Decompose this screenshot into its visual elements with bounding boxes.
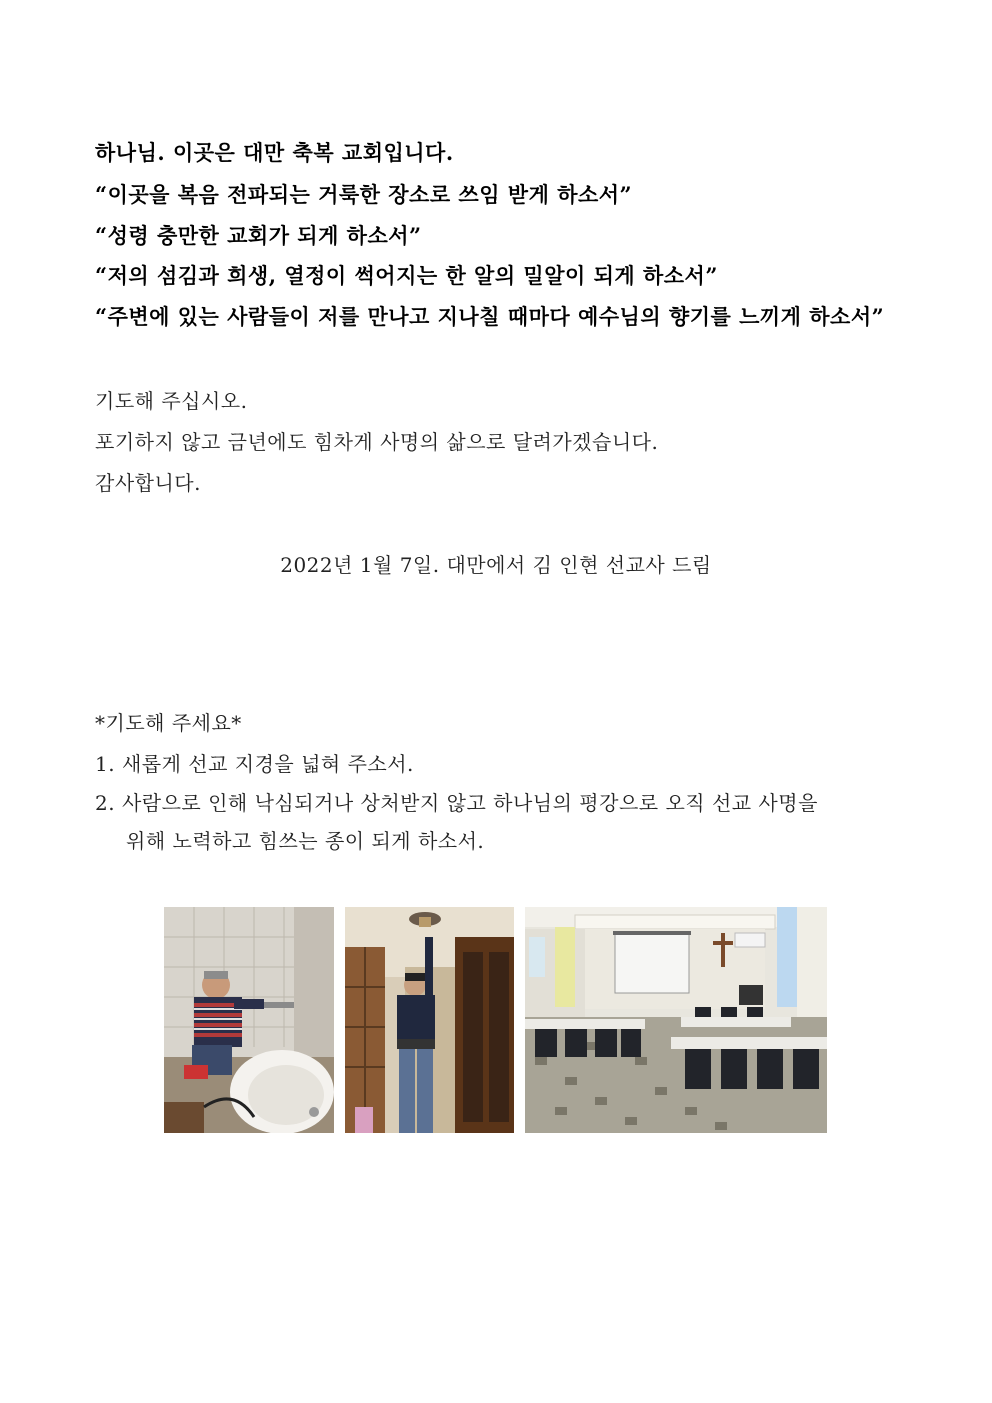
request-item-2-line-1: 2. 사람으로 인해 낙심되거나 상처받지 않고 하나님의 평강으로 오직 선교 사명을 (95, 791, 818, 815)
prayer-line-1: 하나님. 이곳은 대만 축복 교회입니다. (95, 140, 454, 165)
closing-line-2: 포기하지 않고 금년에도 힘차게 사명의 삶으로 달려가겠습니다. (95, 430, 659, 454)
photo-ceiling-light-install (345, 907, 514, 1133)
signature: 2022년 1월 7일. 대만에서 김 인현 선교사 드림 (280, 553, 712, 577)
requests-heading: *기도해 주세요* (95, 711, 242, 735)
prayer-line-3: “성령 충만한 교회가 되게 하소서” (95, 223, 422, 248)
request-item-2-line-2: 위해 노력하고 힘쓰는 종이 되게 하소서. (126, 829, 485, 853)
request-item-1: 1. 새롭게 선교 지경을 넓혀 주소서. (95, 752, 414, 776)
closing-line-1: 기도해 주십시오. (95, 389, 248, 413)
closing-line-3: 감사합니다. (95, 471, 201, 495)
prayer-line-4: “저의 섬김과 희생, 열정이 썩어지는 한 알의 밀알이 되게 하소서” (95, 263, 718, 288)
prayer-line-2: “이곳을 복음 전파되는 거룩한 장소로 쓰임 받게 하소서” (95, 182, 633, 207)
photo-church-meeting-room (525, 907, 827, 1133)
prayer-line-5: “주변에 있는 사람들이 저를 만나고 지나칠 때마다 예수님의 향기를 느끼게 하소서” (95, 304, 885, 329)
photo-bathroom-repair (164, 907, 334, 1133)
